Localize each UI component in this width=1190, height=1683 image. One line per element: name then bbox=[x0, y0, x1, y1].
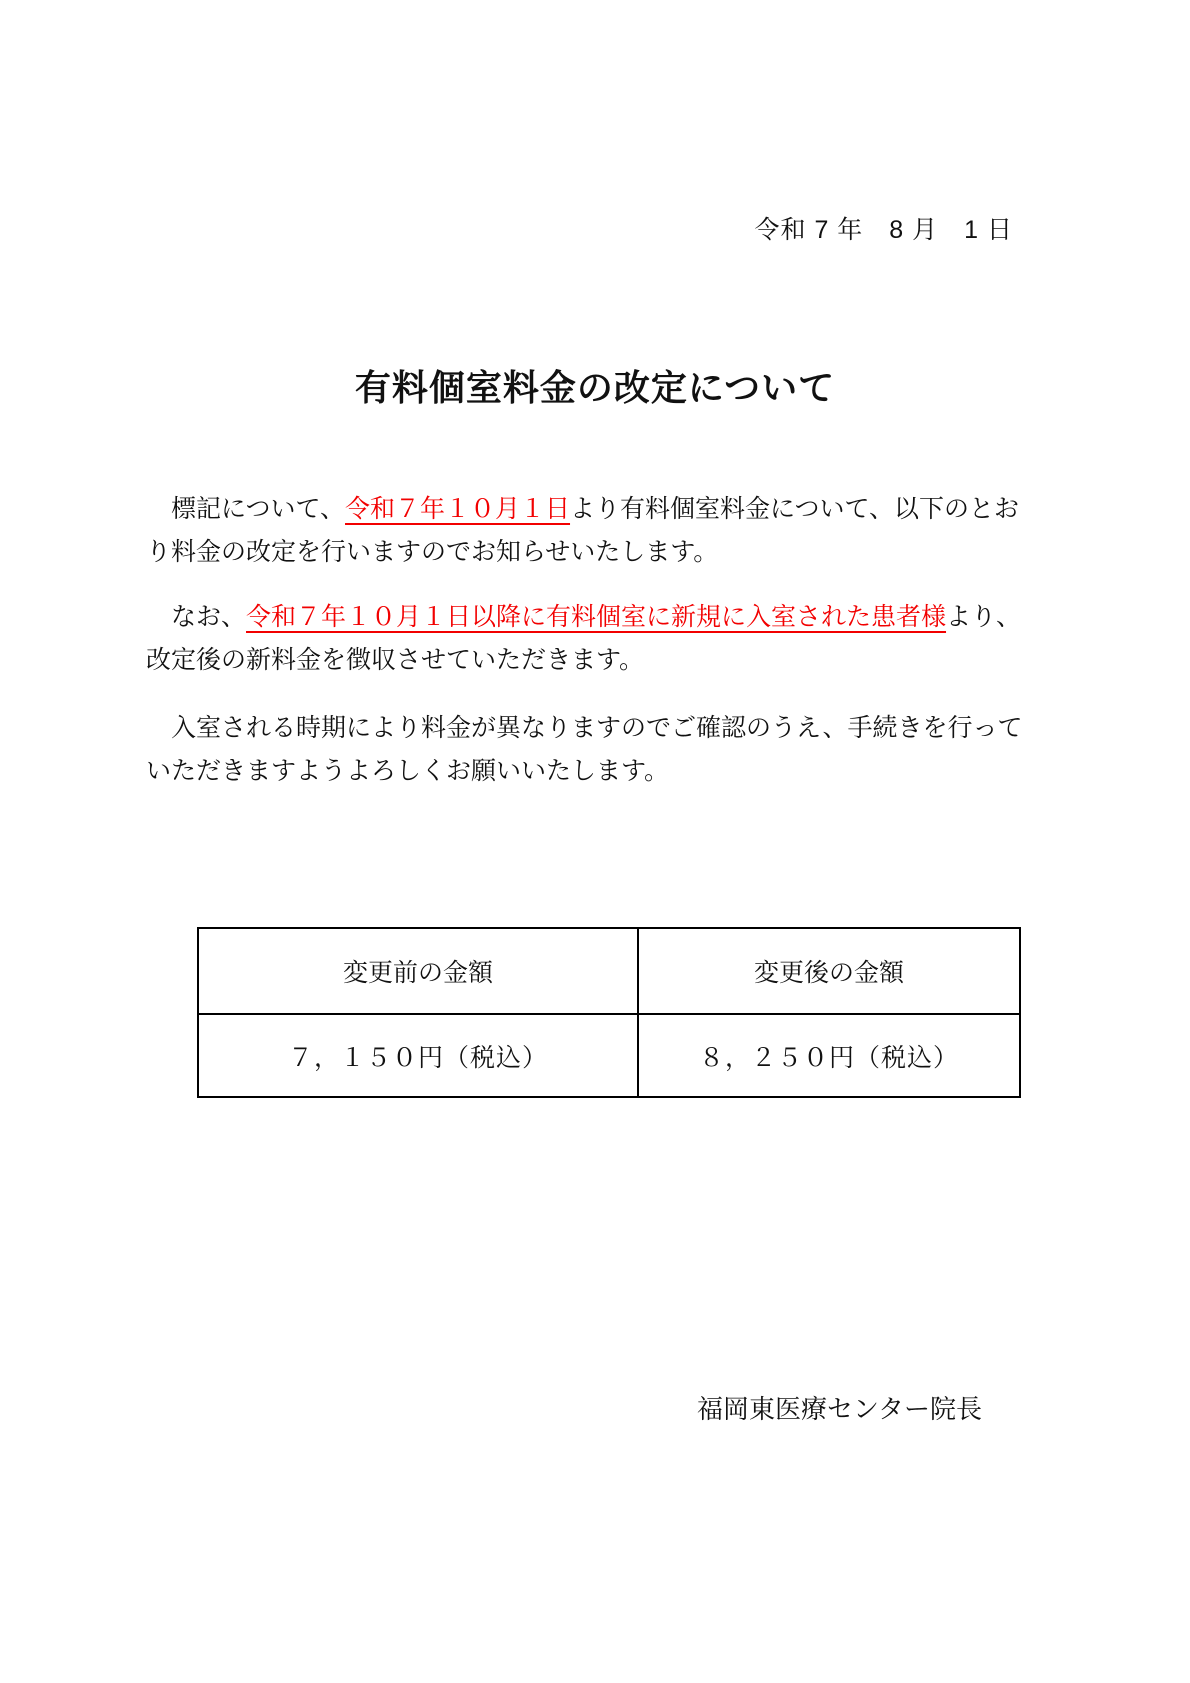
header-price-after: 変更後の金額 bbox=[638, 928, 1020, 1014]
table-header-row bbox=[198, 928, 1020, 1014]
paragraph-text: 標記について、 bbox=[171, 495, 346, 523]
highlighted-effective-date: 令和７年１０月１日 bbox=[345, 495, 571, 523]
paragraph-text: より有料個室料金について、以下のとおり料金の改定を行いますのでお知らせいたします。 bbox=[146, 495, 1020, 566]
paragraph-text: 入室される時期により料金が異なりますのでご確認のうえ、手続きを行っていただきますようよろしくお願いいたします。 bbox=[146, 714, 1023, 785]
document-title: 有料個室料金の改定について bbox=[354, 367, 836, 408]
paragraph-text: なお、 bbox=[171, 603, 247, 631]
table-value-row bbox=[198, 1014, 1020, 1097]
paragraph-conditions bbox=[146, 596, 1030, 682]
paragraph-request bbox=[146, 707, 1030, 793]
signature-director: 福岡東医療センター院長 bbox=[697, 1394, 982, 1424]
header-price-before: 変更前の金額 bbox=[198, 928, 638, 1014]
price-comparison-table bbox=[197, 927, 1021, 1098]
document-body bbox=[146, 488, 1030, 793]
paragraph-text: より、改定後の新料金を徴収させていただきます。 bbox=[146, 603, 1022, 674]
paragraph-notice bbox=[146, 488, 1030, 574]
value-price-before: ７，１５０円（税込） bbox=[198, 1014, 638, 1097]
highlighted-patient-condition: 令和７年１０月１日以降に有料個室に新規に入室された患者様 bbox=[246, 603, 947, 631]
document-date: 令和 7 年 8 月 1 日 bbox=[754, 216, 1013, 244]
value-price-after: ８，２５０円（税込） bbox=[638, 1014, 1020, 1097]
